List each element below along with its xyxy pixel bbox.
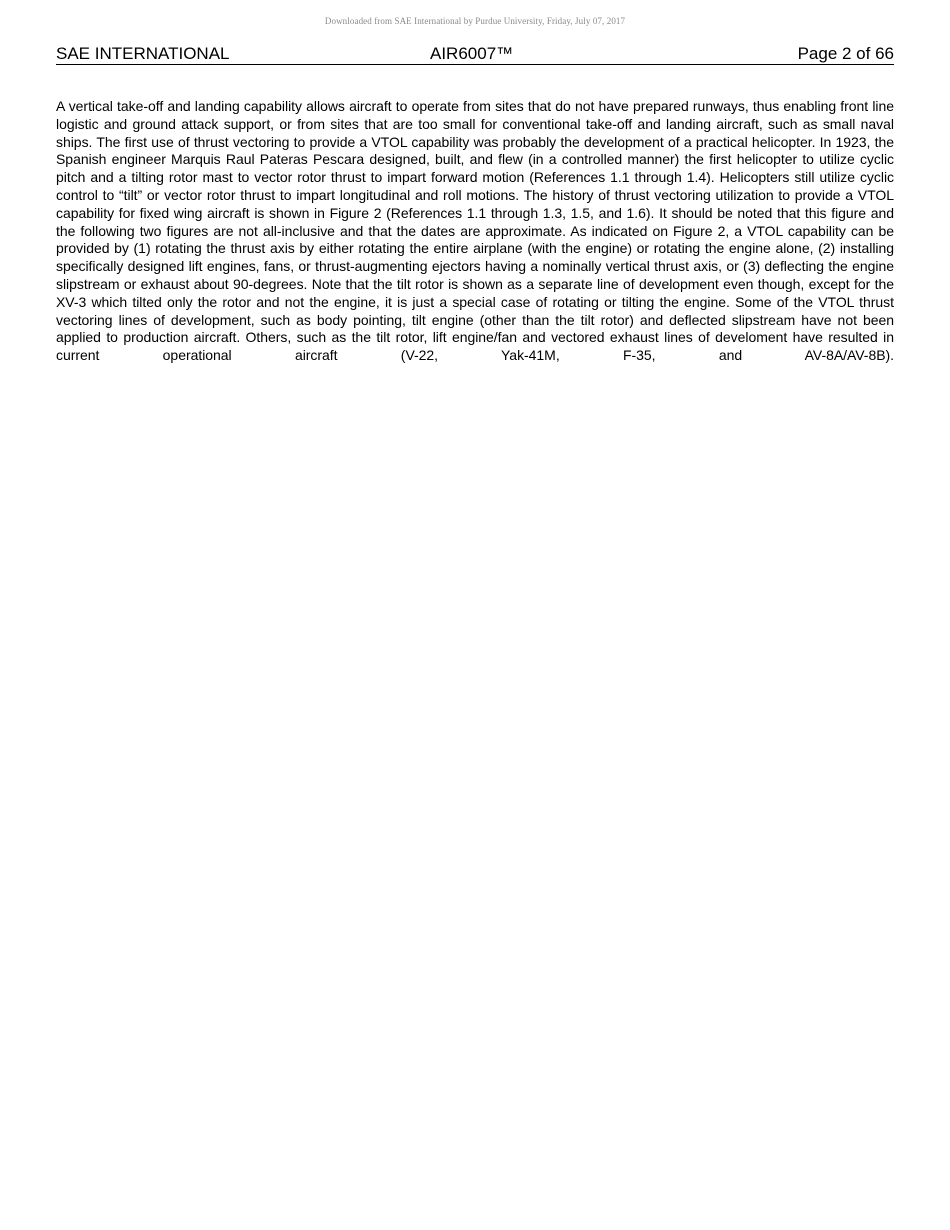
body-paragraph: A vertical take-off and landing capability allows aircraft to operate from sites that do not have prepared runways, thus enabling front line logistic and ground attack support, or from sites that are too small for conventional take-off and landing aircraft, such as small naval ships. The first use of thrust vectoring to provide a VTOL capability was probably the development of a practical helicopter. In 1923, the Spanish engineer Marquis Raul Pateras Pescara designed, built, and flew (in a controlled manner) the first helicopter to utilize cyclic pitch and a tilting rotor mast to vector rotor thrust to impart forward motion (References 1.1 through 1.4). Helicopters still utilize cyclic control to “tilt” or vector rotor thrust to impart longitudinal and roll motions. The history of thrust vectoring utilization to provide a VTOL capability for fixed wing aircraft is shown in Figure 2 (References 1.1 through 1.3, 1.5, and 1.6). It should be noted that this figure and the following two figures are not all-inclusive and that the dates are approximate. As indicated on Figure 2, a VTOL capability can be provided by (1) rotating the thrust axis by either rotating the entire airplane (with the engine) or rotating the engine alone, (2) installing specifically designed lift engines, fans, or thrust-augmenting ejectors having a nominally vertical thrust axis, or (3) deflecting the engine slipstream or exhaust about 90-degrees. Note that the tilt rotor is shown as a separate line of development even though, except for the XV-3 which tilted only the rotor and not the engine, it is just a special case of rotating or tilting the engine. Some of the VTOL thrust vectoring lines of development, such as body pointing, tilt engine (other than the tilt rotor) and deflected slipstream have not been applied to production aircraft. Others, such as the tilt rotor, lift engine/fan and vectored exhaust lines of develoment have resulted in current operational aircraft (V-22, Yak-41M, F-35, and AV-8A/AV-8B). [56, 98, 894, 364]
header-document-number: AIR6007™ [430, 44, 514, 63]
download-watermark: Downloaded from SAE International by Purdue University, Friday, July 07, 2017 [324, 16, 626, 26]
page-header [56, 44, 894, 65]
header-page-number: Page 2 of 66 [797, 44, 894, 63]
header-organization: SAE INTERNATIONAL [56, 44, 230, 63]
